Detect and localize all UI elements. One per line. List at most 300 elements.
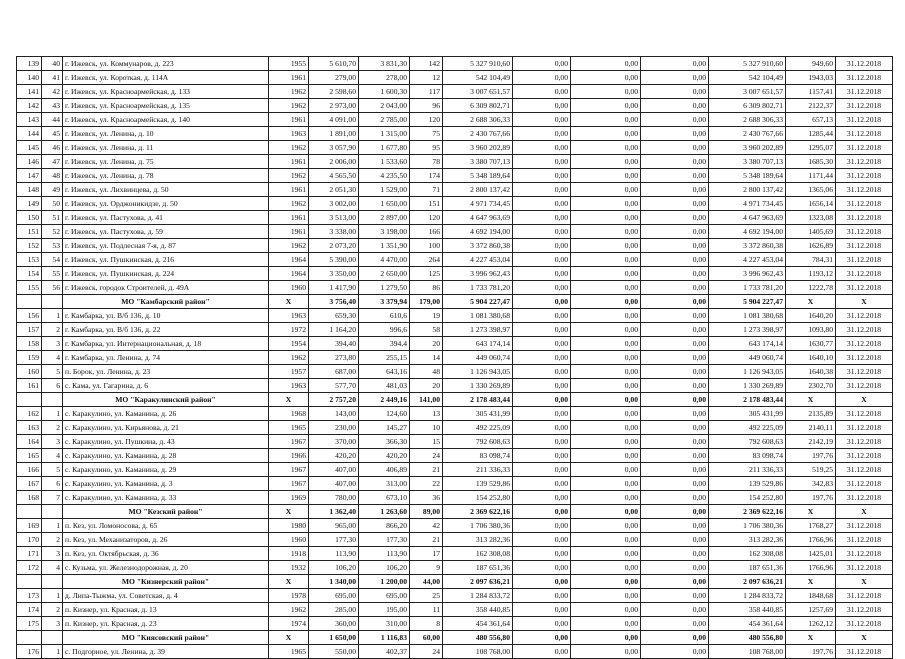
table-row [17, 225, 893, 239]
cell-residents: 100 [410, 239, 443, 253]
cell-deadline: 31.12.2018 [836, 533, 893, 547]
cell-other-amount: 0,00 [641, 183, 709, 197]
cell-unit-cost: X [786, 505, 836, 519]
cell-other-amount: 0,00 [641, 309, 709, 323]
cell-unit-cost: 342,83 [786, 477, 836, 491]
cell-fund-amount: 0,00 [513, 57, 571, 71]
cell-unit-cost: 949,60 [786, 57, 836, 71]
cell-unit-cost: 1848,68 [786, 589, 836, 603]
cell-owner-funds: 480 556,80 [709, 631, 786, 645]
table-row [17, 351, 893, 365]
cell-fund-amount: 0,00 [513, 211, 571, 225]
cell-local-number: 3 [42, 617, 63, 631]
table-row [17, 85, 893, 99]
cell-owner-funds: 358 440,85 [709, 603, 786, 617]
cell-address: МО "Кезский район" [63, 505, 269, 519]
cell-owner-funds: 5 904 227,47 [709, 295, 786, 309]
cell-unit-cost: 1626,89 [786, 239, 836, 253]
cell-build-year: X [269, 505, 309, 519]
cell-fund-amount: 0,00 [513, 323, 571, 337]
cell-cost-total: 3 372 860,38 [443, 239, 513, 253]
cell-address: с. Каракулино, ул. Каманина, д. 3 [63, 477, 269, 491]
group-row [17, 505, 893, 519]
cell-budget-amount: 0,00 [571, 379, 641, 393]
cell-owner-funds: 305 431,99 [709, 407, 786, 421]
cell-other-amount: 0,00 [641, 71, 709, 85]
cell-local-number: 2 [42, 421, 63, 435]
cell-local-number: 46 [42, 141, 63, 155]
cell-budget-amount: 0,00 [571, 57, 641, 71]
cell-living-area: 1 315,00 [359, 127, 410, 141]
cell-total-area: 407,00 [309, 463, 359, 477]
cell-fund-amount: 0,00 [513, 491, 571, 505]
cell-row-number: 143 [17, 113, 42, 127]
cell-unit-cost: 784,31 [786, 253, 836, 267]
cell-local-number: 5 [42, 365, 63, 379]
cell-total-area: 965,00 [309, 519, 359, 533]
cell-other-amount: 0,00 [641, 365, 709, 379]
cell-living-area: 420,20 [359, 449, 410, 463]
cell-fund-amount: 0,00 [513, 505, 571, 519]
cell-fund-amount: 0,00 [513, 589, 571, 603]
cell-total-area: 695,00 [309, 589, 359, 603]
cell-fund-amount: 0,00 [513, 239, 571, 253]
table-row [17, 589, 893, 603]
cell-build-year: 1962 [269, 239, 309, 253]
cell-owner-funds: 449 060,74 [709, 351, 786, 365]
cell-build-year: 1962 [269, 603, 309, 617]
cell-other-amount: 0,00 [641, 435, 709, 449]
cell-local-number: 4 [42, 449, 63, 463]
cell-deadline: 31.12.2018 [836, 99, 893, 113]
table-row [17, 169, 893, 183]
cell-address: г. Ижевск, городок Строителей, д. 49А [63, 281, 269, 295]
cell-other-amount: 0,00 [641, 477, 709, 491]
cell-build-year: 1954 [269, 337, 309, 351]
cell-deadline: 31.12.2018 [836, 309, 893, 323]
cell-owner-funds: 5 348 189,64 [709, 169, 786, 183]
cell-cost-total: 1 126 943,05 [443, 365, 513, 379]
cell-row-number: 176 [17, 645, 42, 659]
cell-unit-cost: 2122,37 [786, 99, 836, 113]
cell-living-area: 1 677,80 [359, 141, 410, 155]
cell-deadline: 31.12.2018 [836, 253, 893, 267]
cell-build-year: 1962 [269, 85, 309, 99]
cell-row-number: 139 [17, 57, 42, 71]
cell-other-amount: 0,00 [641, 57, 709, 71]
cell-address: г. Ижевск, ул. Красноармейская, д. 135 [63, 99, 269, 113]
cell-cost-total: 5 348 189,64 [443, 169, 513, 183]
cell-deadline: 31.12.2018 [836, 85, 893, 99]
cell-owner-funds: 643 174,14 [709, 337, 786, 351]
cell-other-amount: 0,00 [641, 197, 709, 211]
cell-local-number: 1 [42, 407, 63, 421]
cell-living-area: 106,20 [359, 561, 410, 575]
cell-cost-total: 108 768,00 [443, 645, 513, 659]
cell-cost-total: 305 431,99 [443, 407, 513, 421]
cell-row-number: 160 [17, 365, 42, 379]
cell-address: с. Каракулино, ул. Кирьянова, д. 21 [63, 421, 269, 435]
cell-unit-cost: 1640,38 [786, 365, 836, 379]
cell-total-area: 106,20 [309, 561, 359, 575]
cell-fund-amount: 0,00 [513, 435, 571, 449]
cell-deadline: 31.12.2018 [836, 351, 893, 365]
cell-living-area: 481,03 [359, 379, 410, 393]
housing-register-table [16, 56, 893, 659]
cell-budget-amount: 0,00 [571, 645, 641, 659]
cell-budget-amount: 0,00 [571, 449, 641, 463]
cell-build-year: 1918 [269, 547, 309, 561]
cell-local-number: 3 [42, 337, 63, 351]
cell-total-area: 5 390,00 [309, 253, 359, 267]
cell-fund-amount: 0,00 [513, 365, 571, 379]
cell-other-amount: 0,00 [641, 449, 709, 463]
cell-other-amount: 0,00 [641, 589, 709, 603]
table-row [17, 645, 893, 659]
cell-total-area: 113,90 [309, 547, 359, 561]
table-row [17, 449, 893, 463]
cell-build-year: 1962 [269, 197, 309, 211]
cell-row-number: 154 [17, 267, 42, 281]
cell-build-year: 1967 [269, 477, 309, 491]
cell-budget-amount: 0,00 [571, 533, 641, 547]
cell-cost-total: 83 098,74 [443, 449, 513, 463]
cell-other-amount: 0,00 [641, 561, 709, 575]
cell-build-year: 1961 [269, 183, 309, 197]
cell-fund-amount: 0,00 [513, 281, 571, 295]
cell-cost-total: 480 556,80 [443, 631, 513, 645]
cell-living-area: 366,30 [359, 435, 410, 449]
cell-build-year: 1972 [269, 323, 309, 337]
cell-local-number [42, 295, 63, 309]
cell-other-amount: 0,00 [641, 617, 709, 631]
cell-residents: 11 [410, 603, 443, 617]
cell-row-number: 167 [17, 477, 42, 491]
cell-fund-amount: 0,00 [513, 253, 571, 267]
cell-local-number: 1 [42, 589, 63, 603]
cell-fund-amount: 0,00 [513, 645, 571, 659]
cell-row-number: 156 [17, 309, 42, 323]
cell-fund-amount: 0,00 [513, 547, 571, 561]
cell-other-amount: 0,00 [641, 225, 709, 239]
cell-living-area: 145,27 [359, 421, 410, 435]
cell-row-number: 151 [17, 225, 42, 239]
cell-deadline: 31.12.2018 [836, 267, 893, 281]
cell-fund-amount: 0,00 [513, 533, 571, 547]
cell-cost-total: 3 007 651,57 [443, 85, 513, 99]
cell-owner-funds: 1 126 943,05 [709, 365, 786, 379]
cell-row-number: 146 [17, 155, 42, 169]
cell-owner-funds: 3 380 707,13 [709, 155, 786, 169]
cell-build-year: 1978 [269, 589, 309, 603]
table-row [17, 309, 893, 323]
cell-owner-funds: 1 273 398,97 [709, 323, 786, 337]
cell-living-area: 313,00 [359, 477, 410, 491]
cell-other-amount: 0,00 [641, 337, 709, 351]
cell-total-area: 659,30 [309, 309, 359, 323]
cell-address: с. Подгорное, ул. Ленина, д. 39 [63, 645, 269, 659]
cell-local-number: 56 [42, 281, 63, 295]
cell-other-amount: 0,00 [641, 603, 709, 617]
cell-residents: 89,00 [410, 505, 443, 519]
cell-fund-amount: 0,00 [513, 155, 571, 169]
cell-deadline: 31.12.2018 [836, 589, 893, 603]
cell-other-amount: 0,00 [641, 645, 709, 659]
cell-cost-total: 3 960 202,89 [443, 141, 513, 155]
cell-unit-cost: X [786, 631, 836, 645]
cell-residents: 22 [410, 477, 443, 491]
cell-residents: 96 [410, 99, 443, 113]
cell-unit-cost: 1222,78 [786, 281, 836, 295]
cell-living-area: 1 529,00 [359, 183, 410, 197]
cell-owner-funds: 187 651,36 [709, 561, 786, 575]
cell-build-year: 1968 [269, 407, 309, 421]
cell-living-area: 2 449,16 [359, 393, 410, 407]
cell-deadline: 31.12.2018 [836, 225, 893, 239]
cell-local-number: 7 [42, 491, 63, 505]
cell-fund-amount: 0,00 [513, 225, 571, 239]
cell-row-number: 174 [17, 603, 42, 617]
cell-deadline: 31.12.2018 [836, 57, 893, 71]
cell-local-number: 40 [42, 57, 63, 71]
cell-row-number: 175 [17, 617, 42, 631]
cell-total-area: 780,00 [309, 491, 359, 505]
cell-fund-amount: 0,00 [513, 561, 571, 575]
table-row [17, 533, 893, 547]
cell-fund-amount: 0,00 [513, 309, 571, 323]
cell-other-amount: 0,00 [641, 281, 709, 295]
cell-residents: 20 [410, 337, 443, 351]
table-row [17, 99, 893, 113]
cell-deadline: 31.12.2018 [836, 281, 893, 295]
table-row [17, 281, 893, 295]
table-row [17, 113, 893, 127]
table-body [17, 57, 893, 659]
table-row [17, 239, 893, 253]
cell-unit-cost: 657,13 [786, 113, 836, 127]
cell-living-area: 610,6 [359, 309, 410, 323]
cell-budget-amount: 0,00 [571, 421, 641, 435]
cell-unit-cost: 1365,06 [786, 183, 836, 197]
cell-unit-cost: 2140,11 [786, 421, 836, 435]
cell-deadline: 31.12.2018 [836, 407, 893, 421]
cell-unit-cost: 1257,69 [786, 603, 836, 617]
cell-row-number [17, 505, 42, 519]
cell-residents: 142 [410, 57, 443, 71]
cell-deadline: X [836, 393, 893, 407]
cell-total-area: 1 164,20 [309, 323, 359, 337]
cell-fund-amount: 0,00 [513, 183, 571, 197]
cell-cost-total: 4 227 453,04 [443, 253, 513, 267]
cell-fund-amount: 0,00 [513, 71, 571, 85]
cell-build-year: 1960 [269, 281, 309, 295]
cell-unit-cost: 1157,41 [786, 85, 836, 99]
cell-fund-amount: 0,00 [513, 463, 571, 477]
cell-deadline: 31.12.2018 [836, 365, 893, 379]
cell-address: п. Кез, ул. Ломоносова, д. 65 [63, 519, 269, 533]
cell-build-year: 1963 [269, 309, 309, 323]
cell-local-number [42, 505, 63, 519]
cell-cost-total: 313 282,36 [443, 533, 513, 547]
cell-cost-total: 542 104,49 [443, 71, 513, 85]
cell-budget-amount: 0,00 [571, 323, 641, 337]
cell-deadline: 31.12.2018 [836, 449, 893, 463]
cell-total-area: 394,40 [309, 337, 359, 351]
cell-cost-total: 358 440,85 [443, 603, 513, 617]
cell-budget-amount: 0,00 [571, 99, 641, 113]
table-row [17, 603, 893, 617]
cell-address: п. Кизнер, ул. Красная, д. 13 [63, 603, 269, 617]
group-row [17, 295, 893, 309]
cell-build-year: 1961 [269, 211, 309, 225]
cell-total-area: 370,00 [309, 435, 359, 449]
cell-owner-funds: 1 330 269,89 [709, 379, 786, 393]
cell-fund-amount: 0,00 [513, 99, 571, 113]
cell-row-number: 157 [17, 323, 42, 337]
cell-other-amount: 0,00 [641, 113, 709, 127]
cell-cost-total: 2 369 622,16 [443, 505, 513, 519]
cell-living-area: 3 831,30 [359, 57, 410, 71]
cell-owner-funds: 1 733 781,20 [709, 281, 786, 295]
cell-unit-cost: 1323,08 [786, 211, 836, 225]
cell-build-year: X [269, 295, 309, 309]
cell-total-area: 143,00 [309, 407, 359, 421]
table-row [17, 365, 893, 379]
cell-other-amount: 0,00 [641, 323, 709, 337]
cell-owner-funds: 4 647 963,69 [709, 211, 786, 225]
cell-budget-amount: 0,00 [571, 337, 641, 351]
cell-unit-cost: 197,76 [786, 491, 836, 505]
group-row [17, 393, 893, 407]
cell-owner-funds: 4 971 734,45 [709, 197, 786, 211]
cell-living-area: 2 897,00 [359, 211, 410, 225]
cell-local-number [42, 631, 63, 645]
table-row [17, 183, 893, 197]
cell-deadline: X [836, 631, 893, 645]
cell-budget-amount: 0,00 [571, 393, 641, 407]
cell-residents: 15 [410, 435, 443, 449]
cell-budget-amount: 0,00 [571, 197, 641, 211]
cell-address: г. Ижевск, ул. Короткая, д. 114А [63, 71, 269, 85]
cell-local-number [42, 393, 63, 407]
cell-address: г. Ижевск, ул. Пастухова, д. 59 [63, 225, 269, 239]
cell-cost-total: 4 647 963,69 [443, 211, 513, 225]
cell-living-area: 1 533,60 [359, 155, 410, 169]
cell-budget-amount: 0,00 [571, 267, 641, 281]
cell-address: г. Ижевск, ул. Ленина, д. 78 [63, 169, 269, 183]
cell-owner-funds: 162 308,08 [709, 547, 786, 561]
cell-deadline: 31.12.2018 [836, 421, 893, 435]
cell-build-year: 1963 [269, 127, 309, 141]
cell-address: с. Каракулино, ул. Каманина, д. 33 [63, 491, 269, 505]
cell-local-number: 47 [42, 155, 63, 169]
cell-total-area: 1 362,40 [309, 505, 359, 519]
cell-build-year: 1962 [269, 99, 309, 113]
cell-fund-amount: 0,00 [513, 169, 571, 183]
cell-living-area: 2 043,00 [359, 99, 410, 113]
cell-other-amount: 0,00 [641, 533, 709, 547]
cell-unit-cost: 1685,30 [786, 155, 836, 169]
cell-fund-amount: 0,00 [513, 519, 571, 533]
cell-residents: 44,00 [410, 575, 443, 589]
cell-residents: 86 [410, 281, 443, 295]
cell-owner-funds: 3 372 860,38 [709, 239, 786, 253]
cell-living-area: 695,00 [359, 589, 410, 603]
cell-cost-total: 792 608,63 [443, 435, 513, 449]
cell-cost-total: 3 996 962,43 [443, 267, 513, 281]
cell-other-amount: 0,00 [641, 393, 709, 407]
cell-residents: 179,00 [410, 295, 443, 309]
cell-row-number: 147 [17, 169, 42, 183]
cell-deadline: 31.12.2018 [836, 169, 893, 183]
cell-row-number: 162 [17, 407, 42, 421]
cell-residents: 264 [410, 253, 443, 267]
cell-other-amount: 0,00 [641, 379, 709, 393]
cell-residents: 24 [410, 645, 443, 659]
cell-residents: 141,00 [410, 393, 443, 407]
cell-cost-total: 2 688 306,33 [443, 113, 513, 127]
cell-budget-amount: 0,00 [571, 603, 641, 617]
cell-deadline: 31.12.2018 [836, 183, 893, 197]
cell-total-area: 285,00 [309, 603, 359, 617]
cell-row-number: 164 [17, 435, 42, 449]
cell-total-area: 2 051,30 [309, 183, 359, 197]
cell-unit-cost: X [786, 575, 836, 589]
cell-residents: 58 [410, 323, 443, 337]
cell-local-number: 55 [42, 267, 63, 281]
table-row [17, 477, 893, 491]
cell-owner-funds: 139 529,86 [709, 477, 786, 491]
cell-local-number: 2 [42, 603, 63, 617]
cell-fund-amount: 0,00 [513, 141, 571, 155]
cell-total-area: 177,30 [309, 533, 359, 547]
cell-fund-amount: 0,00 [513, 351, 571, 365]
cell-row-number: 149 [17, 197, 42, 211]
cell-row-number [17, 393, 42, 407]
cell-total-area: 2 006,00 [309, 155, 359, 169]
cell-residents: 95 [410, 141, 443, 155]
cell-owner-funds: 1 284 833,72 [709, 589, 786, 603]
cell-address: МО "Каракулинский район" [63, 393, 269, 407]
cell-budget-amount: 0,00 [571, 617, 641, 631]
cell-budget-amount: 0,00 [571, 253, 641, 267]
cell-owner-funds: 2 430 767,66 [709, 127, 786, 141]
cell-other-amount: 0,00 [641, 463, 709, 477]
cell-living-area: 255,15 [359, 351, 410, 365]
table-row [17, 463, 893, 477]
table-row [17, 141, 893, 155]
cell-living-area: 3 379,94 [359, 295, 410, 309]
cell-fund-amount: 0,00 [513, 197, 571, 211]
cell-budget-amount: 0,00 [571, 631, 641, 645]
cell-cost-total: 6 309 802,71 [443, 99, 513, 113]
cell-living-area: 402,37 [359, 645, 410, 659]
cell-budget-amount: 0,00 [571, 281, 641, 295]
table-row [17, 71, 893, 85]
table-row [17, 519, 893, 533]
cell-row-number: 161 [17, 379, 42, 393]
cell-total-area: 230,00 [309, 421, 359, 435]
cell-local-number: 2 [42, 323, 63, 337]
cell-residents: 12 [410, 71, 443, 85]
cell-address: г. Камбарка, ул. В/б 136, д. 10 [63, 309, 269, 323]
cell-unit-cost: 1766,96 [786, 561, 836, 575]
cell-row-number: 173 [17, 589, 42, 603]
cell-fund-amount: 0,00 [513, 477, 571, 491]
cell-deadline: 31.12.2018 [836, 645, 893, 659]
cell-budget-amount: 0,00 [571, 295, 641, 309]
cell-cost-total: 1 706 380,36 [443, 519, 513, 533]
